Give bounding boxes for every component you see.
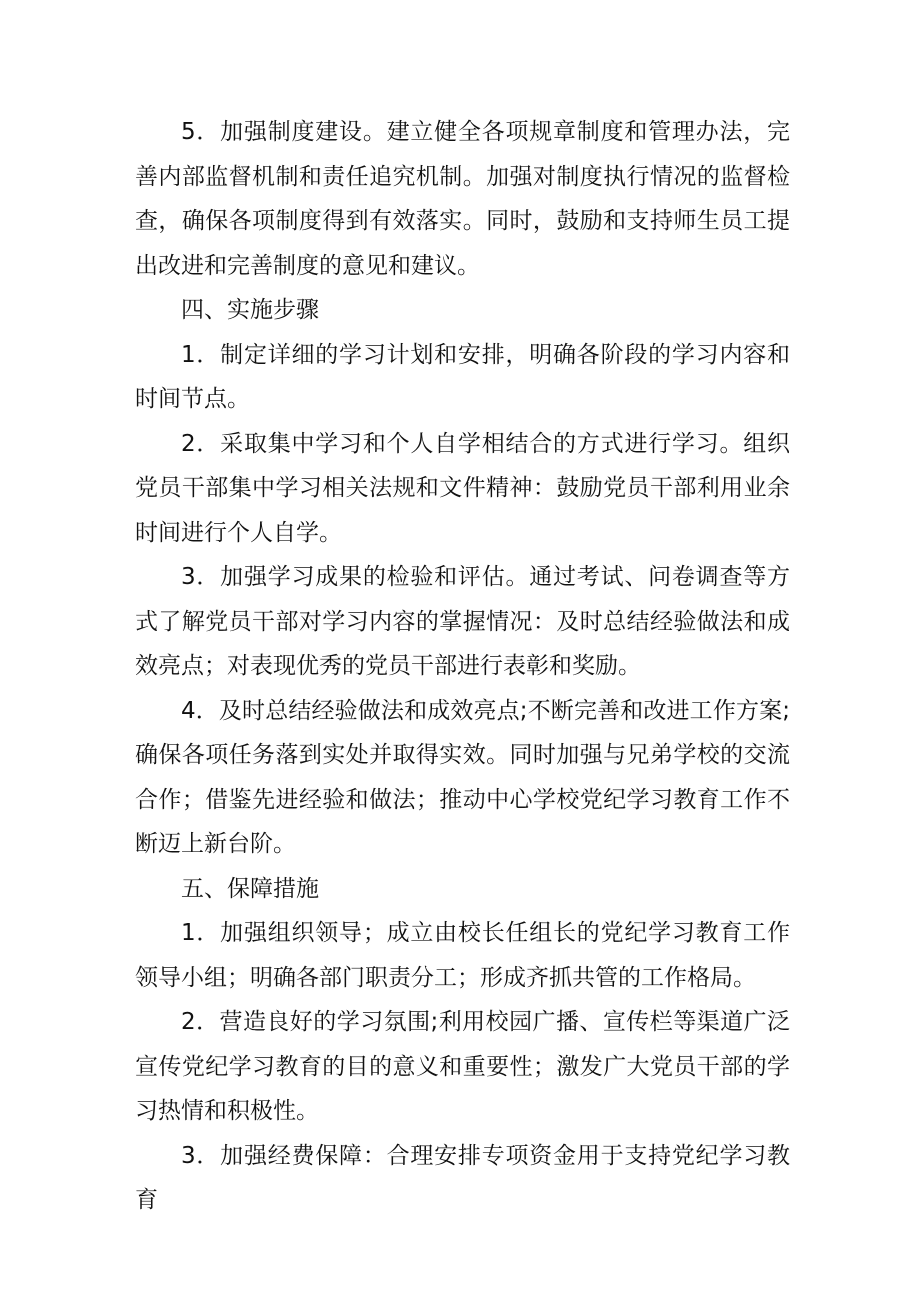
paragraph-step-1: 1．制定详细的学习计划和安排，明确各阶段的学习内容和时间节点。 (135, 341, 790, 412)
document-body (135, 110, 790, 1223)
section-heading-implementation-steps: 四、实施步骤 (181, 297, 319, 323)
paragraph-safeguard-2: 2．营造良好的学习氛围;利用校园广播、宣传栏等渠道广泛宣传党纪学习教育的目的意义和重要性；激发广大党员干部的学习热情和积极性。 (135, 1009, 790, 1124)
paragraph-system-building: 5．加强制度建设。建立健全各项规章制度和管理办法，完善内部监督机制和责任追究机制。加强对制度执行情况的监督检查，确保各项制度得到有效落实。同时，鼓励和支持师生员工提出改进和完善制度的意见和建议。 (135, 119, 790, 279)
paragraph-step-3: 3．加强学习成果的检验和评估。通过考试、问卷调查等方式了解党员干部对学习内容的掌握情况：及时总结经验做法和成效亮点；对表现优秀的党员干部进行表彰和奖励。 (135, 564, 790, 679)
paragraph-step-4: 4．及时总结经验做法和成效亮点;不断完善和改进工作方案;确保各项任务落到实处并取得实效。同时加强与兄弟学校的交流合作；借鉴先进经验和做法；推动中心学校党纪学习教育工作不断迈上新台阶。 (135, 697, 790, 857)
paragraph-safeguard-1: 1．加强组织领导；成立由校长任组长的党纪学习教育工作领导小组；明确各部门职责分工；形成齐抓共管的工作格局。 (135, 920, 790, 991)
paragraph-step-2: 2．采取集中学习和个人自学相结合的方式进行学习。组织党员干部集中学习相关法规和文件精神：鼓励党员干部利用业余时间进行个人自学。 (135, 430, 790, 546)
section-heading-safeguards: 五、保障措施 (181, 875, 319, 902)
paragraph-safeguard-3: 3．加强经费保障：合理安排专项资金用于支持党纪学习教育 (135, 1142, 790, 1213)
